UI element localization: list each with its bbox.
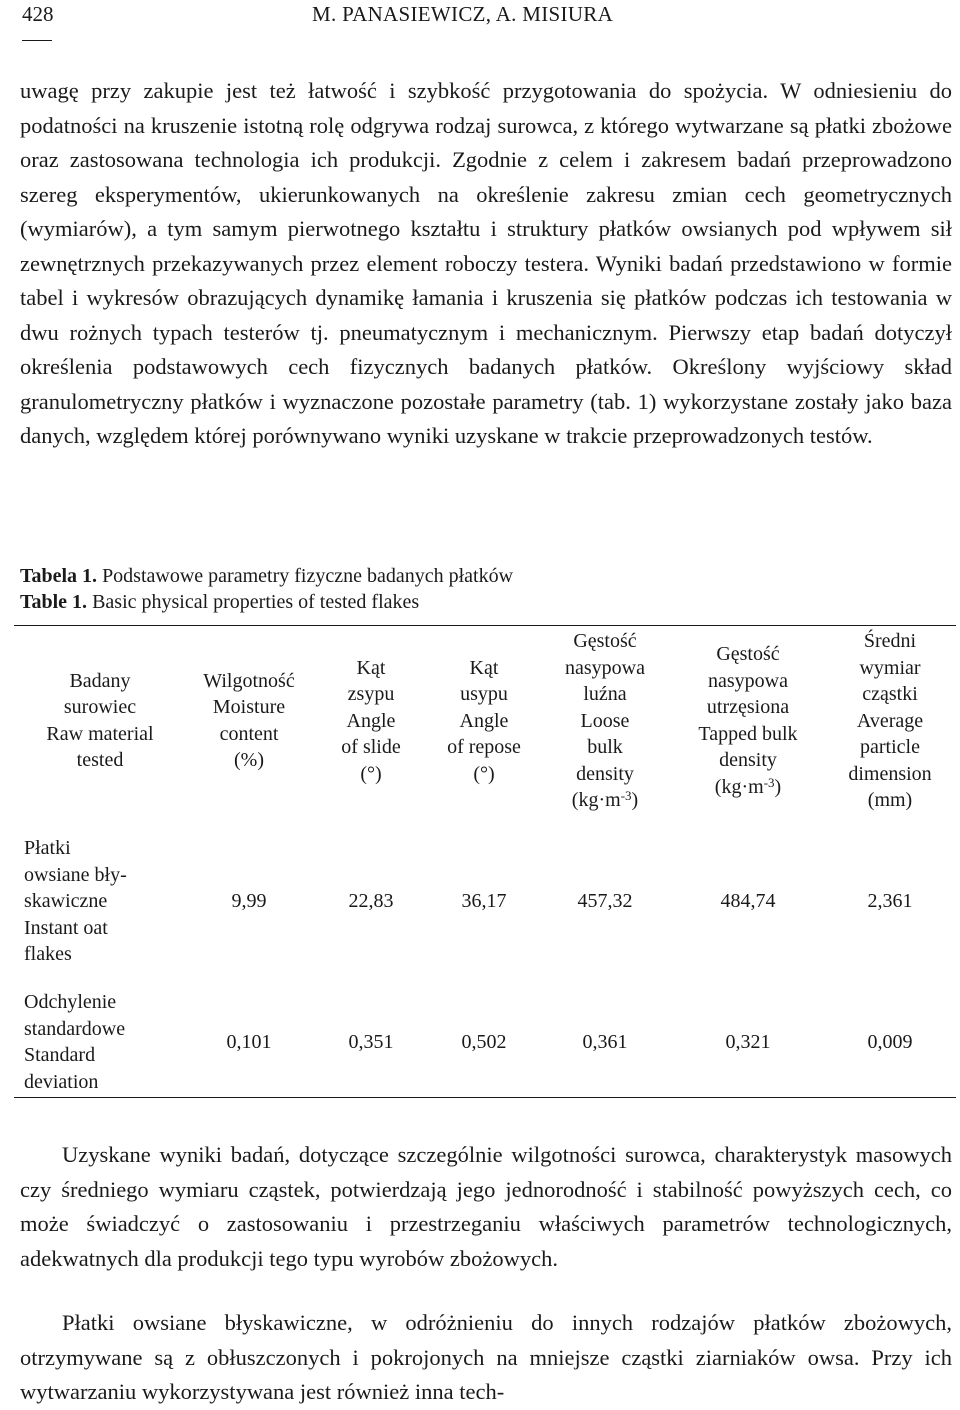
column-header-2 (312, 626, 430, 816)
column-header-line: (°) (360, 762, 382, 785)
body-paragraph-1: uwagę przy zakupie jest też łatwość i szybkość przygotowania do spożycia. W odniesieniu do podatności na kruszenie istotną rolę odgrywa rodzaj surowca, z którego wytwarzane są płatki zbożowe oraz zastosowana technologia ich produkcji. Zgodnie z celem i zakresem badań przeprowadzono szereg eksperymentów, ukierunkowanych na określenie zakresu zmian cech geometrycznych (wymiarów), a tym samym pierwotnego kształtu i struktury płatków owsianych pod wpływem sił zewnętrznych przekazywanych przez element roboczy testera. Wyniki badań przedstawiono w formie tabel i wykresów obrazujących dynamikę łamania i kruszenia się płatków podczas ich testowania w dwu rożnych typach testerów tj. pneumatycznym i mechanicznym. Pierwszy etap badań dotyczył określenia podstawowych cech fizycznych badanych płatków. Określony wyjściowy skład granulometryczny płatków i wyznaczone pozostałe parametry (tab. 1) wykorzystane zostały jako baza danych, względem której porównywano wyniki uzyskane w trakcie przeprowadzonych testów. (20, 78, 952, 448)
table-cell: 0,361 (582, 1031, 628, 1053)
table-cell: 9,99 (231, 890, 267, 913)
column-header-line: of repose (447, 736, 521, 758)
column-header-line: tested (76, 749, 124, 772)
header-rule (22, 40, 52, 41)
page-number: 428 (22, 2, 54, 26)
column-header-line: nasypowa (708, 669, 788, 692)
column-header-6 (824, 626, 956, 816)
table-cell: 2,361 (867, 890, 913, 913)
table-caption-english-text: Basic physical properties of tested flakes (87, 591, 420, 613)
table-cell: 0,502 (461, 1031, 507, 1053)
column-header-line: bulk (587, 736, 623, 758)
column-header-line: Kąt (469, 656, 499, 679)
row-label: Płatki owsiane bły- skawiczne Instant oat flakes (24, 837, 127, 966)
table-caption-english-label: Table 1. (20, 591, 88, 613)
unit-prefix: (kg·m (571, 789, 621, 811)
table-row (14, 988, 956, 1098)
table-cell: 0,101 (226, 1031, 272, 1053)
column-header-line: Angle (459, 709, 509, 732)
table-caption-polish-label: Tabela 1. (20, 565, 98, 587)
column-header-line: density (576, 762, 634, 785)
table-caption-polish-text: Podstawowe parametry fizyczne badanych płatków (97, 565, 514, 587)
column-header-line: nasypowa (565, 656, 645, 679)
table-caption-english (20, 589, 419, 615)
column-header-line: Loose (580, 709, 630, 732)
column-header-unit (674, 774, 822, 801)
column-header-line: density (719, 749, 777, 772)
table-cell: 0,321 (725, 1031, 771, 1053)
table-row (14, 816, 956, 988)
unit-exponent: -3 (620, 788, 632, 803)
table-body (14, 816, 956, 1098)
column-header-line: Gęstość (716, 643, 780, 666)
column-header-line: Raw material (46, 722, 154, 745)
unit-suffix: ) (774, 775, 782, 798)
column-header-line: usypu (460, 683, 508, 705)
body-paragraph-2: Uzyskane wyniki badań, dotyczące szczególnie wilgotności surowca, charakterystyk masowych czy średniego wymiaru cząstek, potwierdzają jego jednorodność i stabilność powyższych cech, co może świadczyć o zastosowaniu i przestrzeganiu właściwych parametrów technologicznych, adekwatnych dla produkcji tego typu wyrobów zbożowych. (20, 1142, 952, 1271)
table-cell: 36,17 (461, 890, 507, 913)
column-header-line: Średni (863, 630, 917, 652)
unit-exponent: -3 (763, 774, 775, 790)
column-header-line: Gęstość (573, 630, 637, 652)
column-header-0 (14, 626, 186, 816)
column-header-line: Angle (346, 709, 396, 732)
column-header-unit (540, 787, 670, 814)
column-header-line: Kąt (356, 656, 386, 679)
column-header-line: surowiec (63, 696, 137, 719)
column-header-3 (430, 626, 538, 816)
table-cell: 0,351 (348, 1031, 394, 1053)
column-header-line: (%) (234, 749, 264, 772)
column-header-line: Average (856, 709, 924, 732)
body-paragraph-3: Płatki owsiane błyskawiczne, w odróżnieniu do innych rodzajów płatków zbożowych, otrzymywane są z obłuszczonych i pokrojonych na mniejsze cząstki ziarniaków owsa. Przy ich wytwarzaniu wykorzystywana jest również inna tech- (20, 1310, 952, 1404)
column-header-line: luźna (583, 683, 627, 705)
page-header (22, 0, 942, 34)
column-header-line: (mm) (867, 789, 913, 811)
table-cell: 457,32 (577, 890, 633, 913)
column-header-line: cząstki (862, 683, 918, 705)
table-header-row (14, 626, 956, 816)
table-caption-polish (20, 563, 513, 589)
column-header-line: dimension (848, 762, 932, 785)
column-header-line: wymiar (859, 656, 921, 679)
column-header-line: particle (860, 736, 920, 758)
row-label: Odchylenie standardowe Standard deviation (24, 991, 126, 1093)
column-header-line: (°) (473, 762, 495, 785)
column-header-line: content (219, 722, 279, 745)
unit-suffix: ) (631, 789, 639, 811)
table-cell: 0,009 (867, 1031, 913, 1053)
table-cell: 484,74 (720, 890, 776, 913)
column-header-line: Moisture (212, 696, 286, 719)
properties-table (14, 625, 956, 1098)
column-header-line: Badany (69, 669, 131, 692)
column-header-line: Wilgotność (203, 669, 295, 692)
column-header-4 (538, 626, 672, 816)
table-cell: 22,83 (348, 890, 394, 913)
unit-prefix: (kg·m (714, 775, 764, 798)
column-header-line: zsypu (347, 683, 395, 705)
column-header-line: utrzęsiona (706, 696, 790, 719)
column-header-line: of slide (341, 736, 401, 758)
column-header-5 (672, 626, 824, 816)
column-header-1 (186, 626, 312, 816)
column-header-line: Tapped bulk (698, 722, 798, 745)
running-head: M. PANASIEWICZ, A. MISIURA (312, 2, 614, 26)
